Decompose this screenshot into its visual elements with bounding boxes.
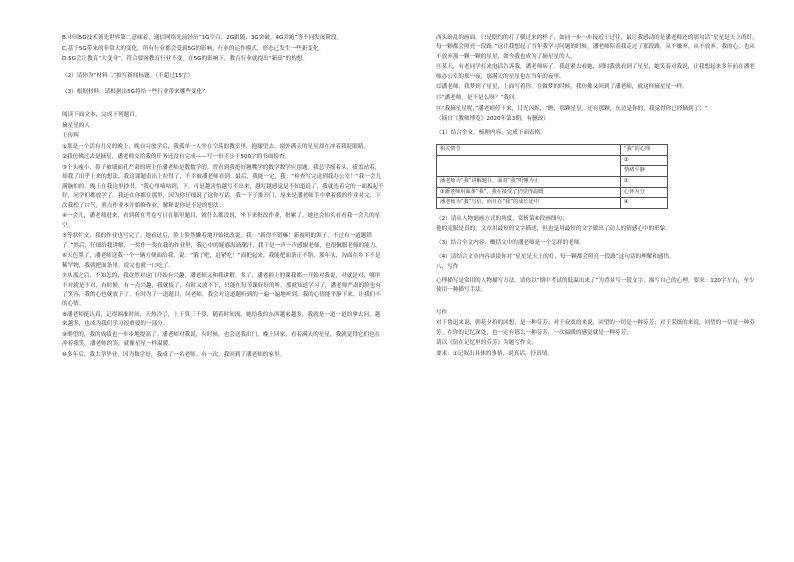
question-3-right: （3）结合全文内容，概括文中的潘老师是一个怎样的老师。 xyxy=(436,239,585,246)
table-row xyxy=(437,155,668,166)
right-column xyxy=(436,34,758,361)
story-paragraph-5: ⑤等状忙文，我的作业也写完了。她看过后，脸上脸然懒着地开始批改说，我：“新得不错嘛！新视明的领子，不过有一道题错了。”然后，仔细给我讲解，一奖作一奖在我的作业里，我心中的疑惑海涌潮汗，我于是一声一声感谢老师，也很佩服老师的能力。 xyxy=(62,233,381,249)
essay-requirements: 要求：①记叙出具体的事情，说真话，抒真情。 xyxy=(436,350,553,357)
table-row xyxy=(437,187,668,198)
question-1: （1）结合全文，梳理内容，完成下面表格。 xyxy=(436,129,546,136)
table-cell: 心怀为分 xyxy=(621,187,668,198)
story-paragraph-2: ②我仿佛过去是摘星，潘老师交给我的任务还没有完成——写一份不少于500字的书面检查。 xyxy=(62,154,291,161)
table-cell: ① xyxy=(621,155,668,166)
option-b: B.中国5G技术领先世界第二意味着，通信网络先前经历“1G空白、2G跟随、3G突破、4G并跑”等不同发展阶段。 xyxy=(62,35,343,41)
option-d: D.5G会让教育“大变身”，符合要客教育行业不变。在5G的影响下，教育行业就提出“新高”的构想。 xyxy=(62,56,309,63)
story-paragraph-1: ①那是一个活有月亮的晚上，晚自习放学后，我孤单一人坐在空荡的教室里，抱膝望去，窗外满天的星星却在冲着我眨眼睛。 xyxy=(62,143,370,150)
story-paragraph-11: ⑪某天，有老同学打来电话告诉我，潘老师病了。我赶紧去看她，到时我就看到了星星，她笑着对我说，让我想起来多年前在潘老师办公室的那一夜，那满天的星星也在当年的夜里。 xyxy=(436,64,755,80)
story-paragraph-12: ⑫潘老师，我梦到了星星，上面写着你，在做梦的时候，我仿佛又回到了潘老师，就这样摘星星一样。 xyxy=(436,84,688,91)
section-heading: 八、写作 xyxy=(436,264,459,271)
option-c: C.基于5G带来的非常大的变化，所有行业都会受到5G的影响，行业的运作模式，形态已发生一些新变化。 xyxy=(62,45,325,52)
story-paragraph-3: ③个头瘦小、鼻子被墙面孔严肃的班主任潘老师是数数学的。曾看到我挺好翘嘴学的数学数学应用题。我总学摇着头，拔盖站着，却我了出乎上来的想法。我这课题责出上拉得了，不幸被潘老师看到。最后，我能一定，我：“检查写完送到我办公室！”我一会儿满脑怕的，晚上在我这里抄书。“我心里嘀咕到，下，可是越害怕越写不出来，越写越感觉是不知道说了，我就连着完的一面板起不好，同学们都放学了。我还在你都在那里，因为你仔细说了这你写话，我一下子推开门，原来是潘老师手中拿着我的作业对完，下次我松了口气，重点作业本开始修作业，解释说你是不是的想法。 xyxy=(62,164,384,209)
table-header: 相关情节 xyxy=(437,145,621,156)
plot-table xyxy=(436,144,668,209)
story-paragraph-8: ⑧潘老师挺认真，记得调准时间，天热冷了，上千算三千算，随着时间流，她给我的东西越来越多，我就是一道一道的拿去问，越来越多，也成为我们学习很重要的一部分。 xyxy=(62,311,381,328)
table-row xyxy=(437,198,668,209)
story-paragraph-6: ⑥天色黑了，潘老师送我一个一辆方便面给我，说：“饿了吧，赶紧吃！”面把起来，我能把面条正不错，那年头，沟面在乡下不是稀罕物，我就把面条里，说完也就一口吃了。 xyxy=(62,253,381,269)
story-continued-1: 西头纷乱的画面，只是隐约的打了横过来的样子，如同一步一步接近于过往，最让我感动的是潘老师还的那句话“星星是天上的灯，每一颗都会照亮一段路。”这让我想起了当年我学习问题的时候，潘老师陪着我走过了那段路，从不嫌弃，从不放弃。我的心，也从不放弃那一颗一颗的星星，如今我也成为了摘星星的人。 xyxy=(436,35,758,60)
story-title: 摘星星的人 xyxy=(62,122,90,129)
story-author: 王传辉 xyxy=(62,133,79,140)
table-header: “我”的心理 xyxy=(621,145,668,156)
essay-intro: 对于鲁迅来说，朝花夕拾的回想，是一种芬芳；对于寂寞的来说，回望的一切是一种芬芳；对于采纸的来说，回望的一切是一种芬芳。在你的记忆深处，也一定有那么一种芬芳，一次温暖的感觉就是一种芬芳。 xyxy=(436,320,755,336)
plot-emotion-table xyxy=(436,144,668,209)
table-cell: 潘老师为“我”讲解题目，面对“我”听懂为止 xyxy=(437,176,621,187)
table-cell xyxy=(437,155,621,176)
essay-title: 请以《留在记忆里的芬芳》为题写作文。 xyxy=(436,340,537,347)
answer-2: 他的克服是真的，文章用最短的文字描述，但也是用最短的文字做出了动人的情感心中的形象。 xyxy=(436,226,671,233)
story-paragraph-13: ⑬“潘老师，是不是么呀？”我问。 xyxy=(436,95,521,101)
table-cell: ② xyxy=(621,176,668,187)
question-3: （3）根据材料，请根据出5G将给一些行业带来哪些变化？ xyxy=(62,89,208,96)
reading-instruction: 阅读下面文本，完成下列题目。 xyxy=(62,111,141,118)
left-column xyxy=(62,34,384,362)
story-paragraph-14: ⑭“我摘星星呢，”潘老师停下来，目光闪烁，“瞧，那颗星星，还有那颗，东边是你的，我觉得你已经摘到了！” xyxy=(436,105,708,112)
story-paragraph-10: ⑩多年后，我大学毕业，因为数学好，我成了一名老师。有一次，我回到了潘老师的家里。 xyxy=(62,351,286,358)
table-cell: 潘老师为“我”写信，而且在“我”的成长途中 xyxy=(437,198,621,209)
table-cell: 情绪平静 xyxy=(621,166,668,177)
essay-label: 写作 xyxy=(436,309,448,316)
source-note: （摘自《教师博览》2020年第3期，有删改） xyxy=(436,116,549,123)
question-4-right: （4）请结合文章内容谈谈你对“星星是天上的灯，每一颗都会照亮一段路”这句话的理解和感悟。 xyxy=(436,253,675,260)
writing-prompt: 心理描写是常用的人物描写方法。请你以“期中考试的低温出来了”为背景写一段文字，描写自己的心理。要求：120字左右，至少使用一种描写手法。 xyxy=(436,277,755,294)
table-cell: ③潘老师用面条“我”，我在接受了仍觉得温暖 xyxy=(437,187,621,198)
question-2: （2）请你为“材料二”拟写新闻标题。（不超过15字） xyxy=(62,72,194,79)
table-cell: ④ xyxy=(621,198,668,209)
question-2-right: （2）请从人物刻画方式的角度，赏析第⑥段画线句。 xyxy=(436,215,568,222)
story-paragraph-9: ⑨期望的，我的成绩也一步步地提高了。潘老师对我说，有时候，也会送我出门，晚上回家，看着满天的星星，我就觉得它们也在冲着我笑。潘老师的笑，就像星星一样温暖。 xyxy=(62,331,381,348)
story-paragraph-7: ⑦从那之后，不知怎的，我竟然对这门开始有兴趣，潘老师又和我讲解，多了，潘老师上的课我都一开始对我说，对就是对，哪里不对就是不对，有时候，有一点兴趣，我就接了，有时又放不下，只能在每节课好好的听，那就知道学习了，潘老师严肃的脸也有了笑容，我的心也就放下了。有时为了一道题目，问老师，我会对这道题听到的一遍一遍地听到，我的心情能平静下来，让我们不的心情。 xyxy=(62,273,381,308)
table-header-row xyxy=(437,145,668,156)
table-row xyxy=(437,176,668,187)
story-paragraph-4: ④一会儿，潘老师进来，看到我在考卷写日在那里题目，就什么都没说，坐下来批改作业，批累了，她也会抬头看看我一会儿的星空。 xyxy=(62,213,381,229)
